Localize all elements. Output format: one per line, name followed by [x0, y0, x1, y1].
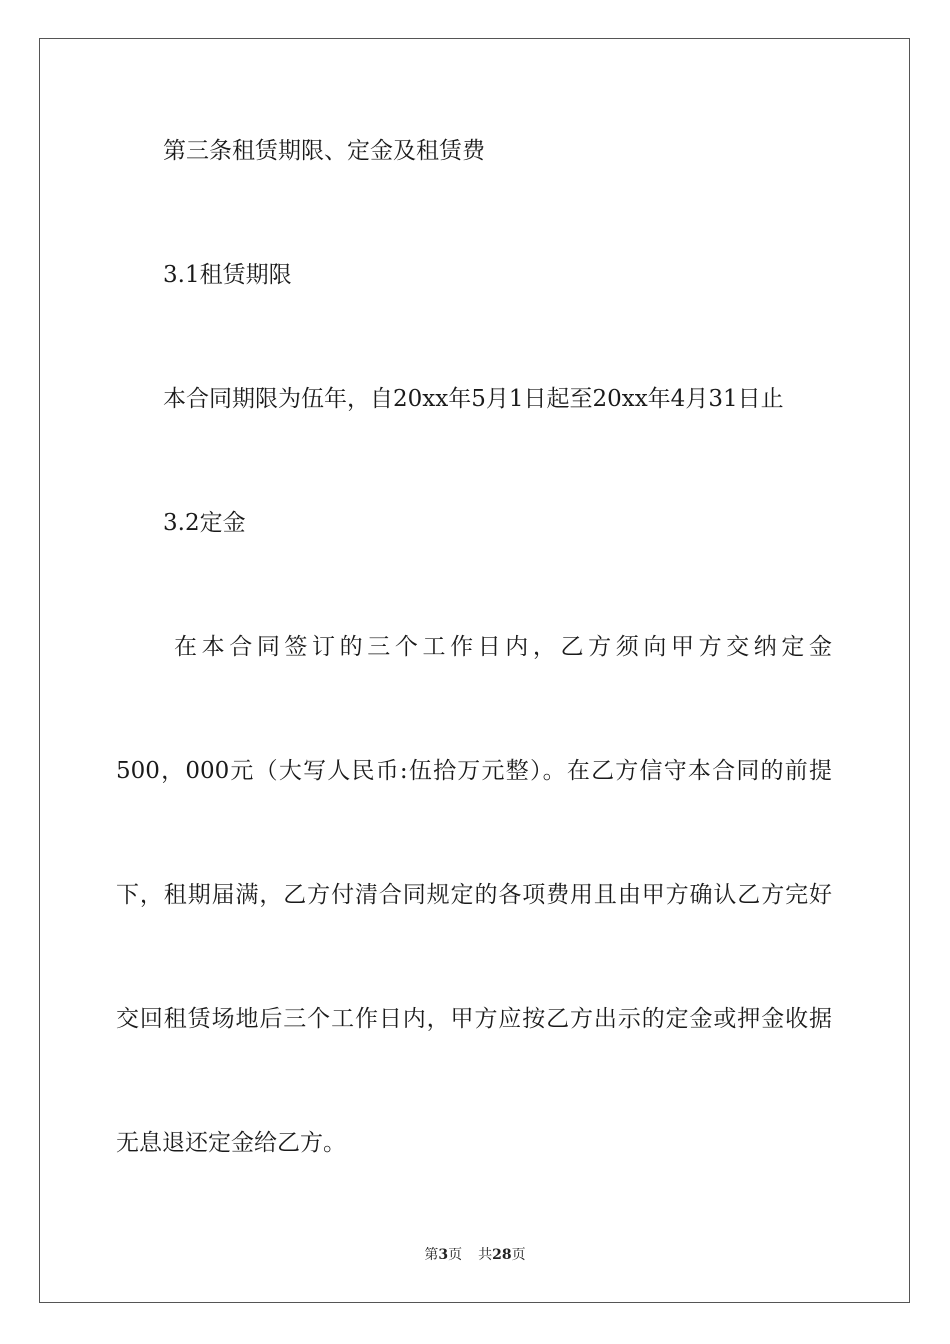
total-pages: 28	[492, 1247, 512, 1263]
total-suffix: 页	[511, 1247, 526, 1263]
deposit-line-3: 下，租期届满，乙方付清合同规定的各项费用且由甲方确认乙方完好	[116, 882, 832, 908]
page-suffix: 页	[448, 1247, 463, 1263]
total-prefix: 共	[478, 1247, 493, 1263]
deposit-line-5: 无息退还定金给乙方。	[116, 1130, 346, 1156]
term-paragraph: 本合同期限为伍年，自20xx年5月1日起至20xx年4月31日止	[163, 386, 784, 412]
page-number: 3	[438, 1247, 449, 1263]
page-frame	[39, 38, 910, 1303]
deposit-line-2: 500，000元（大写人民币:伍拾万元整）。在乙方信守本合同的前提	[116, 758, 832, 784]
article-heading: 第三条租赁期限、定金及租赁费	[163, 138, 485, 164]
section-3-1-title: 3.1租赁期限	[163, 262, 292, 288]
deposit-line-4: 交回租赁场地后三个工作日内，甲方应按乙方出示的定金或押金收据	[116, 1006, 832, 1032]
section-3-2-title: 3.2定金	[163, 510, 246, 536]
page-prefix: 第	[424, 1247, 439, 1263]
page-footer	[0, 1245, 950, 1265]
deposit-line-1: 在本合同签订的三个工作日内，乙方须向甲方交纳定金	[174, 634, 832, 660]
